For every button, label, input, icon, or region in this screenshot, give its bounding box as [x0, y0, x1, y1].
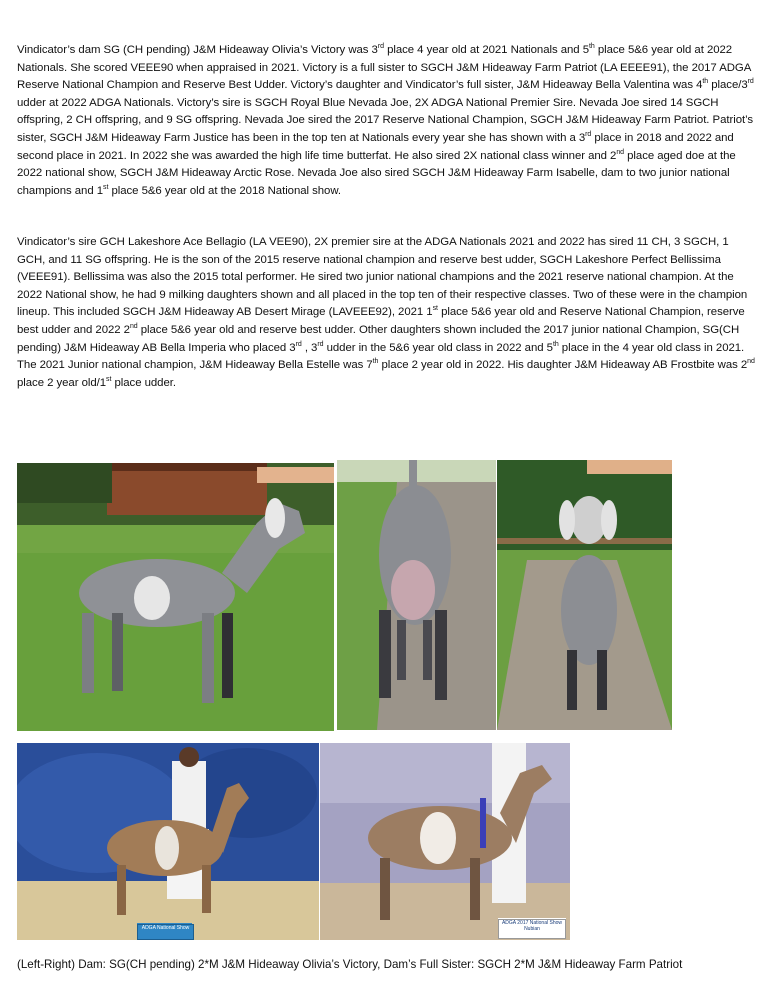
- text-segment: Vindicator’s dam SG (CH pending) J&M Hideaway Olivia’s Victory was 3: [17, 44, 378, 56]
- text-segment: place 2 year old in 2022. His daughter J&M Hideaway AB Frostbite was 2: [378, 359, 748, 372]
- text-segment: place aged doe at the 2022 national show, SGCH J&M Hideaway Arctic Rose. Nevada Joe also sired SGCH J&M Hideaway Farm Isabelle, dam to two junior national champions and 1: [17, 149, 736, 197]
- ordinal-suffix: th: [372, 358, 379, 366]
- text-segment: place 2 year old/1: [17, 376, 107, 389]
- text-segment: place 4 year old at 2021 Nationals and 5: [383, 44, 589, 56]
- text-segment: place 5&6 year old and reserve best udder. Other daughters shown included the 2017 junior national Champion, SG(CH pending) J&M Hideaway AB Bella Imperia who placed 3: [17, 323, 740, 354]
- text-segment: udder in the 5&6 year old class in 2022 and 5: [323, 341, 553, 354]
- photo-dam-front-view: [497, 460, 672, 730]
- ordinal-suffix: rd: [585, 131, 592, 139]
- text-segment: place 5&6 year old at the 2018 National show.: [108, 184, 342, 197]
- paragraph-dam-pedigree: [17, 42, 755, 200]
- ordinal-suffix: th: [552, 340, 559, 348]
- ordinal-suffix: st: [106, 375, 112, 383]
- text-segment: place in 2018 and 2022 and second place in 2021. In 2022 she was awarded the high life time butterfat. He also sired 2X national class winner and 2: [17, 131, 734, 162]
- text-segment: place/3: [708, 79, 748, 92]
- ordinal-suffix: st: [103, 183, 109, 191]
- show-plaque-right: ADGA 2017 National Show Nubian: [498, 919, 566, 939]
- photo-caption: (Left-Right) Dam: SG(CH pending) 2*M J&M Hideaway Olivia’s Victory, Dam’s Full Sister: SGCH 2*M J&M Hideaway Farm Patriot: [17, 958, 683, 971]
- ordinal-suffix: rd: [747, 78, 754, 86]
- text-segment: udder at 2022 ADGA Nationals. Victory’s sire is SGCH Royal Blue Nevada Joe, 2X ADGA National Premier Sire. Nevada Joe sired 14 SGCH offspring, 2 CH offspring, and 9 SG offspring. Nevada Joe sired the 2017 Reserve National Champion, SGCH J&M Hideaway Farm Patriot. Patriot’s sister, SGCH J&M Hideaway Farm Justice has been in the top ten at Nationals every year she has shown with a 3: [17, 96, 754, 144]
- ordinal-suffix: rd: [377, 43, 384, 51]
- ordinal-suffix: th: [589, 43, 595, 51]
- photo-dam-show-blue: [17, 743, 319, 940]
- ordinal-suffix: th: [702, 78, 709, 86]
- paragraph-sire-pedigree: [17, 234, 755, 392]
- text-segment: place 5&6 year old at 2022 Nationals. She scored VEEE90 when appraised in 2021. Victory is a full sister to SGCH J&M Hideaway Farm Patriot (LA EEEE91), the 2017 ADGA Reserve National Champion and Reserve Best Udder. Victory’s daughter and Vindicator’s full sister, J&M Hideaway Bella Valentina was 4: [17, 44, 751, 92]
- ordinal-suffix: st: [432, 305, 438, 313]
- photo-dam-rear-view: [337, 460, 496, 730]
- text-segment: place udder.: [111, 376, 176, 389]
- ordinal-suffix: nd: [129, 323, 138, 331]
- ordinal-suffix: rd: [317, 340, 324, 348]
- ordinal-suffix: nd: [747, 358, 755, 366]
- text-segment: Vindicator’s sire GCH Lakeshore Ace Bellagio (LA VEE90), 2X premier sire at the ADGA Nationals 2021 and 2022 has sired 11 CH, 3 SGCH, 1 GCH, and 11 SG offspring. He is the son of the 2015 reserve national champion and reserve best udder, SGCH Lakeshore Perfect Bellissima (VEEE91). Bellissima was also the 2015 total performer. He sired two junior national champions and the 2021 reserve national champion. At the 2022 National show, he had 9 milking daughters shown and all placed in the top ten of their respective classes. Two of these were in the champion lineup. This included SGCH J&M Hideaway AB Desert Mirage (LAVEEE92), 2021 1: [17, 236, 748, 319]
- photo-full-sister-show: [320, 743, 570, 940]
- ordinal-suffix: nd: [616, 148, 625, 156]
- ordinal-suffix: rd: [295, 340, 302, 348]
- show-plaque-left: ADGA National Show: [137, 924, 194, 940]
- text-segment: place 5&6 year old and Reserve National Champion, reserve best udder and 2022 2: [17, 306, 745, 336]
- photo-dam-side-view: [17, 463, 334, 731]
- text-segment: place in the 4 year old class in 2021. The 2021 Junior national champion, J&M Hideaway Bella Estelle was 7: [17, 341, 745, 372]
- text-segment: , 3: [301, 341, 318, 354]
